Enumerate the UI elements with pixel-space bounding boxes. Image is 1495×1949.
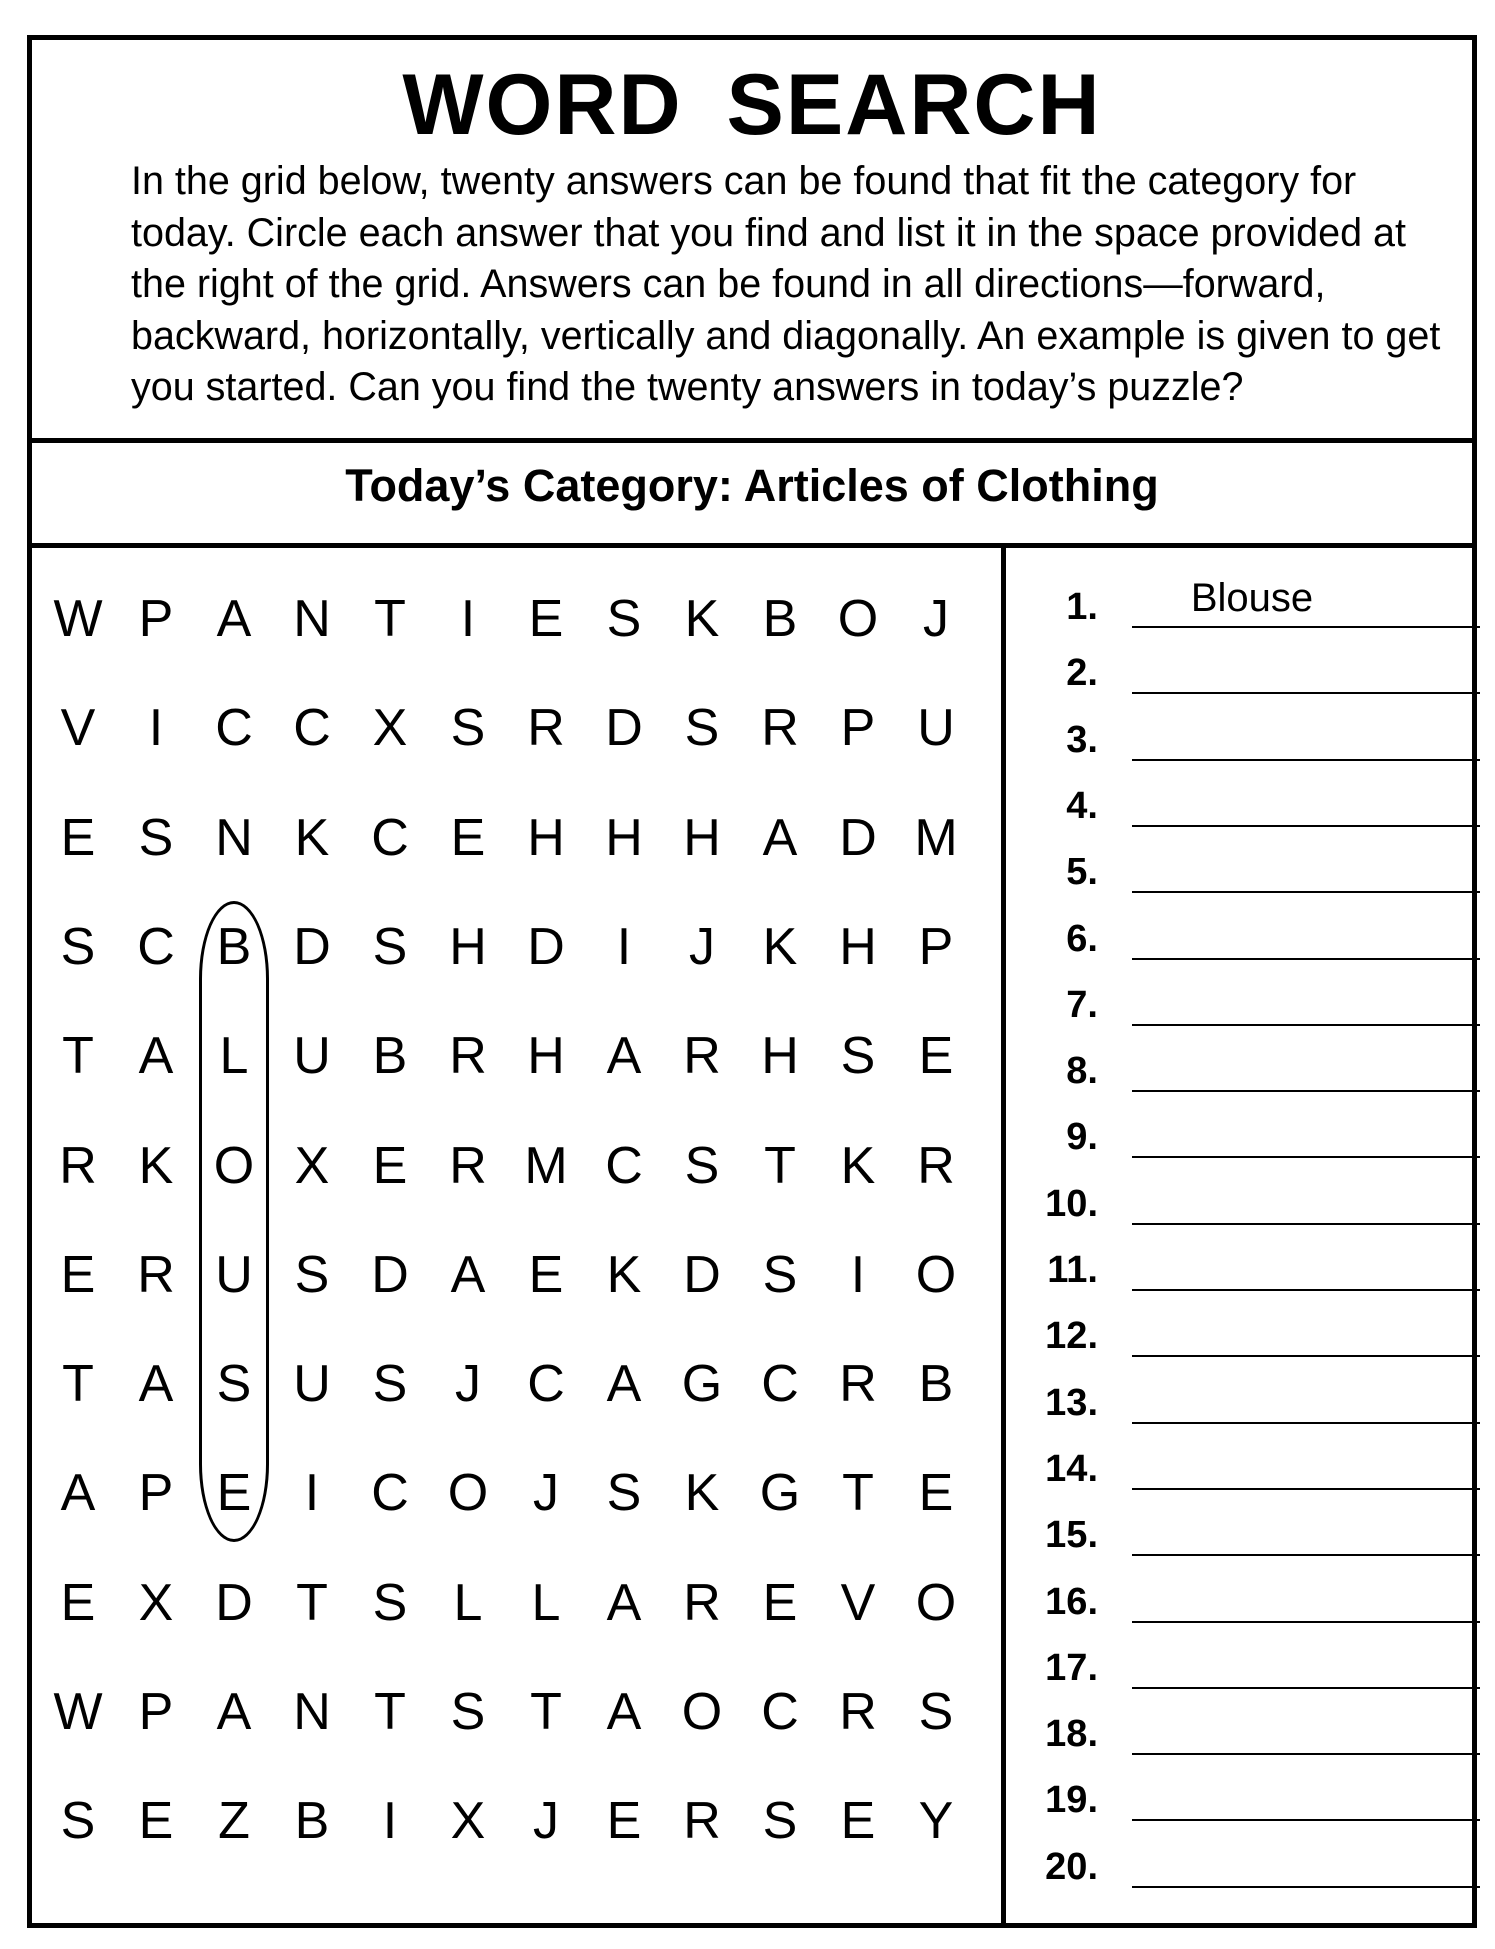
grid-letter[interactable]: J [923,590,949,648]
grid-letter[interactable]: H [683,808,721,867]
grid-letter[interactable]: I [382,1792,398,1851]
grid-letter[interactable]: C [371,1464,409,1523]
grid-letter[interactable]: E [60,1573,96,1632]
grid-letter[interactable]: C [215,699,253,758]
grid-letter[interactable]: A [606,1027,642,1086]
grid-letter[interactable]: M [524,1136,568,1195]
grid-letter[interactable]: R [449,1027,487,1086]
grid-letter[interactable]: R [839,1355,877,1414]
answer-number: 16. [1045,1580,1098,1623]
grid-letter[interactable]: R [137,1245,175,1304]
grid-letter[interactable]: S [372,1355,408,1414]
grid-letter[interactable]: S [918,1683,954,1741]
answer-blank-line[interactable] [1132,1554,1480,1556]
answer-number: 9. [1066,1116,1098,1159]
answer-blank-line[interactable] [1132,1886,1480,1888]
grid-letter[interactable]: C [137,917,175,976]
answer-number: 8. [1066,1050,1098,1093]
answer-number: 11. [1047,1249,1098,1291]
grid-letter[interactable]: I [460,590,476,648]
grid-letter[interactable]: U [215,1245,253,1304]
grid-letter[interactable]: S [450,1683,486,1741]
answer-number: 6. [1066,917,1098,960]
answer-blank-line[interactable] [1132,1422,1480,1424]
answer-blank-line[interactable] [1132,1819,1480,1821]
grid-letter[interactable]: T [764,1136,796,1195]
grid-letter[interactable]: T [530,1683,562,1741]
grid-letter[interactable]: N [293,590,331,648]
grid-letter[interactable]: X [450,1792,486,1851]
grid-letter[interactable]: X [138,1573,174,1632]
answer-blank-line[interactable] [1132,1156,1480,1158]
answer-number: 12. [1045,1315,1098,1358]
grid-letter[interactable]: J [533,1792,559,1851]
worksheet-frame [27,35,1477,1928]
grid-letter[interactable]: E [528,590,564,648]
grid-letter[interactable]: C [527,1355,565,1414]
grid-letter[interactable]: K [606,1245,642,1304]
answer-number: 20. [1045,1845,1098,1888]
answer-blank-line[interactable] [1132,1687,1480,1689]
grid-letter[interactable]: X [294,1136,330,1195]
grid-letter[interactable]: H [527,1027,565,1086]
grid-letter[interactable]: K [294,808,330,867]
grid-letter[interactable]: E [918,1464,954,1523]
grid-letter[interactable]: B [372,1027,408,1086]
answer-blank-line[interactable] [1132,626,1480,628]
answer-blank-line[interactable] [1132,825,1480,827]
answer-blank-line[interactable] [1132,958,1480,960]
answer-blank-line[interactable] [1132,1024,1480,1026]
answer-number: 7. [1066,983,1098,1026]
grid-letter[interactable]: J [533,1464,559,1523]
grid-letter[interactable]: S [762,1245,798,1304]
grid-letter[interactable]: T [374,1683,406,1741]
grid-letter[interactable]: R [683,1792,721,1851]
worksheet-header [32,40,1472,443]
grid-letter[interactable]: A [606,1573,642,1632]
answer-number: 10. [1045,1182,1098,1225]
grid-letter[interactable]: C [371,808,409,867]
grid-letter[interactable]: H [605,808,643,867]
grid-letter[interactable]: E [372,1136,408,1195]
grid-letter[interactable]: P [840,699,876,758]
grid-letter[interactable]: H [761,1027,799,1086]
grid-letter[interactable]: R [683,1027,721,1086]
grid-letter[interactable]: A [138,1355,174,1414]
category-label: Today’s Category: Articles of Clothing [345,460,1159,511]
grid-letter[interactable]: N [293,1683,331,1741]
grid-letter[interactable]: S [840,1027,876,1086]
grid-letter[interactable]: E [60,808,96,867]
grid-letter[interactable]: T [296,1573,328,1632]
grid-letter[interactable]: O [447,1464,489,1523]
grid-letter[interactable]: S [684,699,720,758]
answer-text: Blouse [1190,576,1314,620]
grid-letter[interactable]: W [53,590,103,648]
grid-letter[interactable]: V [840,1573,876,1632]
instructions-text: In the grid below, twenty answers can be found that fit the category for today. Circle each answer that you find and list it in the space provided at the right of the grid. Answers can be found in all directions—forward, backward, horizontally, vertically and diagonally. An example is given to get you started. Can you find the twenty answers in today’s puzzle? [131,159,1441,409]
grid-letter[interactable]: V [60,699,96,758]
grid-letter[interactable]: K [840,1136,876,1195]
grid-letter[interactable]: K [684,590,720,648]
grid-letter[interactable]: U [917,699,955,758]
answer-number: 19. [1045,1779,1098,1822]
grid-letter[interactable]: S [60,1792,96,1851]
grid-letter[interactable]: S [684,1136,720,1195]
answer-blank-line[interactable] [1132,692,1480,694]
grid-letter[interactable]: A [762,808,798,867]
grid-letter[interactable]: D [605,699,643,758]
grid-letter[interactable]: O [915,1573,957,1632]
grid-letter[interactable]: D [371,1245,409,1304]
grid-letter[interactable]: D [293,917,331,976]
grid-letter[interactable]: J [689,917,715,976]
grid-letter[interactable]: C [761,1683,799,1741]
answer-number: 15. [1045,1514,1098,1557]
answer-number: 1. [1066,586,1098,628]
answer-number: 4. [1066,784,1098,827]
grid-letter[interactable]: L [531,1573,561,1632]
grid-letter[interactable]: E [918,1027,954,1086]
grid-letter[interactable]: P [138,590,174,648]
answer-blank-line[interactable] [1132,1753,1480,1755]
grid-letter[interactable]: U [293,1355,331,1414]
grid-letter[interactable]: E [216,1464,252,1523]
grid-letter[interactable]: R [527,699,565,758]
grid-letter[interactable]: P [918,917,954,976]
page-title: WORD SEARCH [402,57,1102,153]
grid-letter[interactable]: H [449,917,487,976]
grid-letter[interactable]: R [59,1136,97,1195]
answer-number: 5. [1066,851,1098,894]
grid-letter[interactable]: T [62,1355,94,1414]
grid-letter[interactable]: A [450,1245,486,1304]
answer-blank-line[interactable] [1132,1289,1480,1291]
grid-letter[interactable]: O [837,590,879,648]
grid-letter[interactable]: A [606,1683,642,1741]
grid-letter[interactable]: P [138,1464,174,1523]
grid-letter[interactable]: R [449,1136,487,1195]
grid-letter[interactable]: R [839,1683,877,1741]
grid-letter[interactable]: E [606,1792,642,1851]
grid-letter[interactable]: T [842,1464,874,1523]
grid-letter[interactable]: H [527,808,565,867]
grid-letter[interactable]: I [304,1464,320,1523]
grid-letter[interactable]: Y [918,1792,954,1851]
grid-letter[interactable]: Z [218,1792,250,1851]
grid-letter[interactable]: R [917,1136,955,1195]
grid-letter[interactable]: O [915,1245,957,1304]
answer-number: 14. [1045,1447,1098,1490]
grid-letter[interactable]: X [372,699,408,758]
grid-letter[interactable]: E [840,1792,876,1851]
grid-letter[interactable]: R [683,1573,721,1632]
grid-letter[interactable]: J [455,1355,481,1414]
answer-blank-line[interactable] [1132,1223,1480,1225]
grid-letter[interactable]: T [374,590,406,648]
grid-letter[interactable]: H [839,917,877,976]
grid-letter[interactable]: L [453,1573,483,1632]
example-word-circle [199,901,269,1542]
answer-blank-line[interactable] [1132,891,1480,893]
answer-blank-line[interactable] [1132,1621,1480,1623]
grid-letter[interactable]: D [839,808,877,867]
answer-number: 13. [1045,1381,1098,1424]
grid-letter[interactable]: K [762,917,798,976]
grid-letter[interactable]: A [606,1355,642,1414]
grid-letter[interactable]: N [215,808,253,867]
grid-letter[interactable]: C [293,699,331,758]
grid-letter[interactable]: S [60,917,96,976]
grid-letter[interactable]: I [850,1245,866,1304]
answer-blank-line[interactable] [1132,1355,1480,1357]
answer-blank-line[interactable] [1132,1488,1480,1490]
grid-letter[interactable]: W [53,1683,103,1741]
answer-blank-line[interactable] [1132,1090,1480,1092]
grid-letter[interactable]: S [606,590,642,648]
grid-letter[interactable]: S [372,1573,408,1632]
grid-letter[interactable]: K [684,1464,720,1523]
answer-number: 18. [1045,1713,1098,1756]
answer-blank-line[interactable] [1132,759,1480,761]
answer-number: 2. [1066,652,1098,695]
grid-letter[interactable]: E [138,1792,174,1851]
grid-letter[interactable]: E [528,1245,564,1304]
grid-letter[interactable]: S [372,917,408,976]
grid-letter[interactable]: A [216,590,252,648]
letter-grid [32,543,1001,1923]
grid-letter[interactable]: E [762,1573,798,1632]
grid-letter[interactable]: G [681,1355,723,1414]
grid-letter[interactable]: S [606,1464,642,1523]
grid-letter[interactable]: B [762,590,798,648]
category-band [32,438,1472,548]
grid-letter[interactable]: P [138,1683,174,1741]
grid-letter[interactable]: C [605,1136,643,1195]
grid-divider [1001,543,1006,1923]
answer-number: 3. [1066,718,1098,761]
grid-letter[interactable]: L [219,1027,249,1086]
grid-letter[interactable]: M [914,808,958,867]
grid-letter[interactable]: S [450,699,486,758]
grid-letter[interactable]: O [681,1683,723,1741]
grid-letter[interactable]: E [60,1245,96,1304]
grid-letter[interactable]: I [616,917,632,976]
grid-letter[interactable]: D [527,917,565,976]
grid-letter[interactable]: I [148,699,164,758]
grid-letter[interactable]: S [294,1245,330,1304]
grid-letter[interactable]: S [762,1792,798,1851]
grid-letter[interactable]: A [138,1027,174,1086]
grid-letter[interactable]: U [293,1027,331,1086]
grid-letter[interactable]: K [138,1136,174,1195]
grid-letter[interactable]: B [216,917,252,976]
grid-letter[interactable]: S [138,808,174,867]
grid-letter[interactable]: G [759,1464,801,1523]
grid-letter[interactable]: B [294,1792,330,1851]
grid-letter[interactable]: S [216,1355,252,1414]
grid-letter[interactable]: D [683,1245,721,1304]
grid-letter[interactable]: E [450,808,486,867]
grid-letter[interactable]: C [761,1355,799,1414]
grid-letter[interactable]: O [213,1136,255,1195]
grid-letter[interactable]: D [215,1573,253,1632]
answer-number: 17. [1045,1646,1098,1689]
grid-letter[interactable]: A [216,1683,252,1741]
grid-letter[interactable]: B [918,1355,954,1414]
grid-letter[interactable]: T [62,1027,94,1086]
grid-letter[interactable]: R [761,699,799,758]
grid-letter[interactable]: A [60,1464,96,1523]
